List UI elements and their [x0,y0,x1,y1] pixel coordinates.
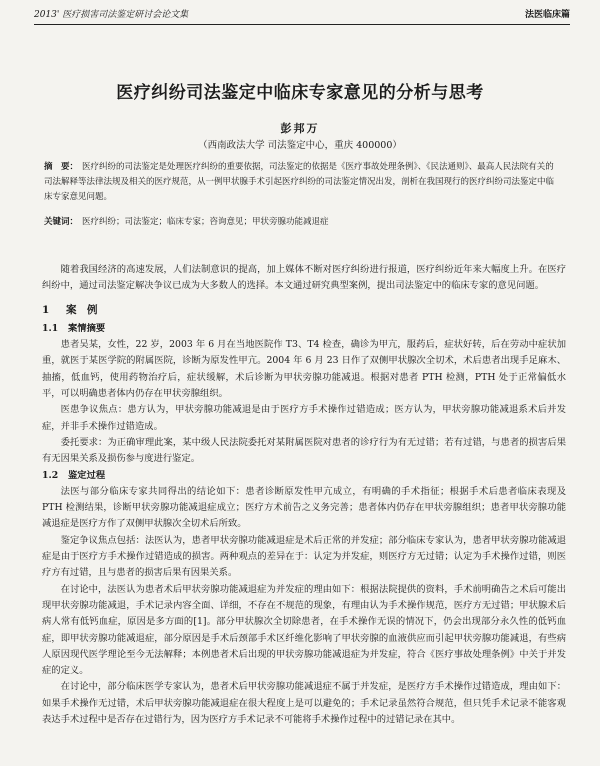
conclusion-paragraph: 法医与部分临床专家共同得出的结论如下：患者诊断原发性甲亢成立，有明确的手术指征；根据手术后患者临床表现及 PTH 检测结果，诊断甲状旁腺功能减退症成立；医疗方术前告之义务完善；患者体内仍存在甲状旁腺组织；患者甲状旁腺功能减退症是医疗方作了双侧甲状腺次全切术后所致。 [42,485,566,530]
subsection-title: 鉴定过程 [68,469,106,481]
running-header [34,8,570,25]
forensic-opinion-paragraph: 在讨论中，法医认为患者术后甲状旁腺功能减退症为并发症的理由如下：根据法院提供的资料，手术前明确告之术后可能出现甲状旁腺功能减退，手术记录内容全面、详细，不存在不规范的现象，有理由认为手术操作规范，医疗方无过错；甲状腺术后病人常有低钙血症，原因是多方面的[1]。部分甲状腺次全切除患者，在手术操作无误的情况下，仍会出现部分永久性的低钙血症，即甲状旁腺功能减退症，部分原因是手术后颈部手术区纤维化影响了甲状旁腺的血液供应而引起甲状旁腺功能减退，有些病人原因现代医学理论至今无法解释；本例患者术后出现的甲状旁腺功能减退症为并发症，符合《医疗事故处理条例》中关于并发症的定义。 [42,583,566,677]
author-affiliation: （西南政法大学 司法鉴定中心，重庆 400000） [198,140,402,151]
subsection-number: 1.1 [42,322,59,334]
subsection-heading [42,321,566,337]
commission-paragraph: 委托要求：为正确审理此案，某中级人民法院委托对某附属医院对患者的诊疗行为有无过错；若有过错，与患者的损害后果有无因果关系及损伤参与度进行鉴定。 [42,436,566,465]
dispute-focus-paragraph: 医患争议焦点：患方认为，甲状旁腺功能减退是由于医疗方手术操作过错造成；医方认为，甲状旁腺功能减退系术后并发症，并非手术操作过错造成。 [42,404,566,432]
subsection-heading [42,468,566,484]
keywords-label: 关键词： [44,217,79,227]
subsection-number: 1.2 [42,469,59,481]
section-number: 1 [42,303,50,316]
section-heading [42,302,566,318]
body-text [42,262,566,728]
dispute-paragraph: 鉴定争议焦点包括：法医认为，患者甲状旁腺功能减退症是术后正常的并发症；部分临床专家认为，患者甲状旁腺功能减退症是由于医疗方手术操作过错造成的损害。两种观点的差异在于：认定为并发症，则医疗方无过错；认定为手术操作过错，则医疗方有过错，且与患者的损害后果有因果关系。 [42,534,566,579]
case-summary-paragraph: 患者吴某，女性，22 岁，2003 年 6 月在当地医院作 T3、T4 检查，确诊为甲亢，服药后，症状好转，后在劳动中症状加重，就医于某医学院的附属医院，诊断为原发性甲亢。2004 年 6 月 23 日作了双侧甲状腺次全切术，术后患者出现手足麻木、抽搐，低血钙，使用药物治疗后，症状缓解，术后诊断为甲状旁腺功能减退。根据对患者 PTH 检测，PTH 处于正常偏低水平，可以明确患者体内仍存在甲状旁腺组织。 [42,339,566,400]
author-name: 彭邦万 [280,122,320,135]
expert-opinion-paragraph: 在讨论中，部分临床医学专家认为，患者术后甲状旁腺功能减退症不属于并发症，是医疗方手术操作过错造成，理由如下：如果手术操作无过错，术后甲状旁腺功能减退症在很大程度上是可以避免的；手术记录虽然符合规范，但只凭手术记录不能客观表达手术过程中是否存在过错行为，因为医疗方手术记录不可能将手术操作过程中的过错记录在其中。 [42,681,566,726]
keywords [44,215,556,229]
header-section: 法医临床篇 [524,10,570,20]
abstract-label: 摘 要： [44,162,79,172]
abstract [44,160,556,205]
keywords-text: 医疗纠纷；司法鉴定；临床专家；咨询意见；甲状旁腺功能减退症 [82,217,329,227]
header-journal: 2013' 医疗损害司法鉴定研讨会论文集 [34,10,189,20]
paper-title: 医疗纠纷司法鉴定中临床专家意见的分析与思考 [116,83,484,103]
subsection-title: 案情摘要 [68,322,106,334]
section-title: 案 例 [66,303,98,316]
abstract-text: 医疗纠纷的司法鉴定是处理医疗纠纷的重要依据，司法鉴定的依据是《医疗事故处理条例》、《民法通则》、最高人民法院有关的司法解释等法律法规及相关的医疗规范，从一例甲状腺手术引起医疗纠纷的司法鉴定情况出发，剖析在我国现行的医疗纠纷司法鉴定中临床专家意见问题。 [44,162,555,202]
intro-paragraph: 随着我国经济的高速发展，人们法制意识的提高，加上媒体不断对医疗纠纷进行报道，医疗纠纷近年来大幅度上升。在医疗纠纷中，通过司法鉴定解决争议已成为大多数人的选择。本文通过研究典型案例，提出司法鉴定中的临床专家的意见问题。 [42,264,566,292]
